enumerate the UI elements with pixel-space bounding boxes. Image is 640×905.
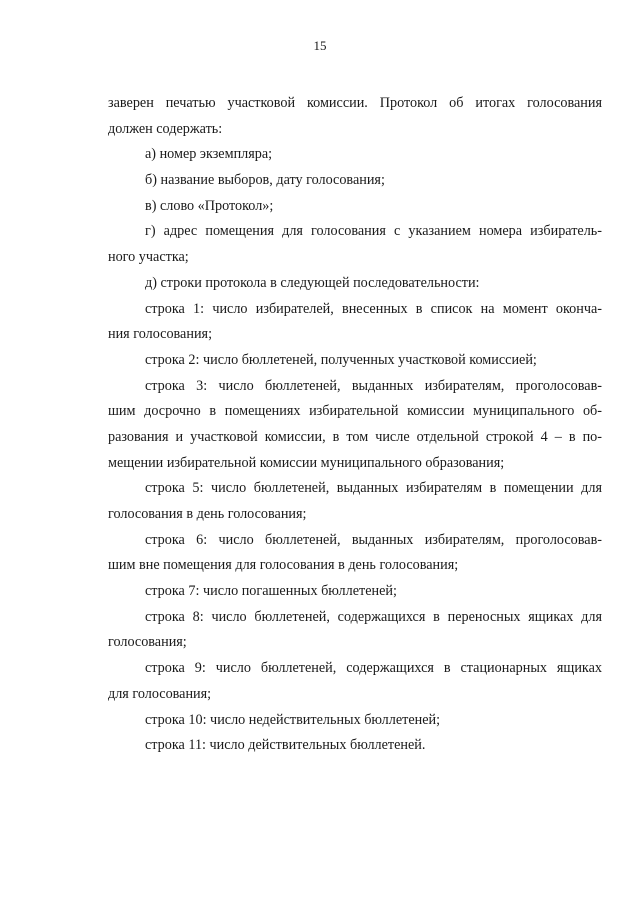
list-item-d: г) адрес помещения для голосования с указанием номера избиратель- bbox=[145, 223, 602, 240]
protocol-row-3: строка 3: число бюллетеней, выданных избирателям, проголосовав- bbox=[145, 377, 602, 394]
list-item-b: б) название выборов, дату голосования; bbox=[145, 172, 385, 189]
page-number: 15 bbox=[313, 38, 327, 53]
protocol-row-10: строка 10: число недействительных бюллетеней; bbox=[145, 711, 441, 728]
text-line: шим вне помещения для голосования в день голосования; bbox=[108, 557, 459, 574]
text-line: разования и участковой комиссии, в том числе отдельной строкой 4 – в по- bbox=[108, 428, 602, 445]
body-text bbox=[108, 91, 602, 759]
text-line: заверен печатью участковой комиссии. Протокол об итогах голосования bbox=[108, 95, 602, 111]
protocol-row-6: строка 6: число бюллетеней, выданных избирателям, проголосовав- bbox=[145, 531, 602, 548]
list-item-c: в) слово «Протокол»; bbox=[145, 197, 274, 214]
protocol-row-1: строка 1: число избирателей, внесенных в список на момент оконча- bbox=[145, 300, 602, 317]
protocol-row-7: строка 7: число погашенных бюллетеней; bbox=[145, 583, 397, 600]
text-line: ного участка; bbox=[108, 249, 189, 266]
protocol-row-8: строка 8: число бюллетеней, содержащихся в переносных ящиках для bbox=[145, 608, 602, 625]
protocol-row-9: строка 9: число бюллетеней, содержащихся в стационарных ящиках bbox=[145, 660, 602, 677]
text-line: ния голосования; bbox=[108, 326, 213, 343]
text-line: голосования; bbox=[108, 634, 187, 651]
list-item-e: д) строки протокола в следующей последовательности: bbox=[145, 274, 480, 291]
protocol-row-11: строка 11: число действительных бюллетеней. bbox=[145, 737, 426, 754]
text-line: для голосования; bbox=[108, 685, 212, 702]
text-line: должен содержать: bbox=[108, 120, 223, 137]
protocol-row-2: строка 2: число бюллетеней, полученных участковой комиссией; bbox=[145, 351, 537, 368]
text-line: шим досрочно в помещениях избирательной комиссии муниципального об- bbox=[108, 403, 602, 420]
text-line: мещении избирательной комиссии муниципального образования; bbox=[108, 454, 505, 471]
text-line: голосования в день голосования; bbox=[108, 506, 307, 522]
protocol-row-5: строка 5: число бюллетеней, выданных избирателям в помещении для bbox=[145, 480, 602, 497]
list-item-a: а) номер экземпляра; bbox=[145, 146, 273, 163]
